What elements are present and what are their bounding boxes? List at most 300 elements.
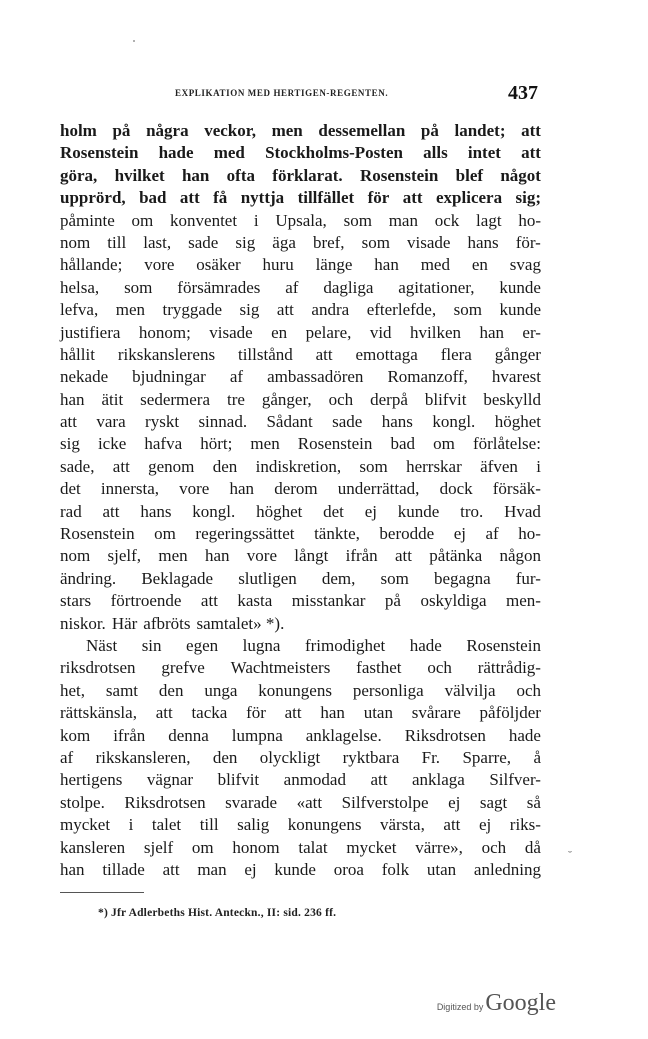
word: sjelf, xyxy=(107,546,142,566)
word: att xyxy=(394,546,412,566)
word: för- xyxy=(515,232,541,252)
word: hvilken xyxy=(410,322,461,342)
word: kom xyxy=(60,725,91,745)
word: lagt xyxy=(476,210,502,230)
word: Stockholms-Posten xyxy=(265,143,403,163)
word: den xyxy=(212,747,238,767)
word: att xyxy=(443,815,461,835)
word: olyckligt xyxy=(259,747,321,767)
word: personliga xyxy=(352,680,424,700)
word: af xyxy=(285,277,299,297)
word: höghet xyxy=(256,501,303,521)
text-line xyxy=(60,232,541,254)
word: lugna xyxy=(242,635,281,655)
word: för xyxy=(246,703,266,723)
text-line xyxy=(60,322,541,344)
word: Rosenstein xyxy=(297,434,373,454)
word: indiskretion, xyxy=(255,456,342,476)
word: och xyxy=(516,680,541,700)
word: Romanzoff, xyxy=(387,367,468,387)
word: hvarest xyxy=(491,367,541,387)
word: tacka xyxy=(191,703,228,723)
word: och xyxy=(481,837,507,857)
word: emottaga xyxy=(355,344,418,364)
word: honom xyxy=(232,837,280,857)
word: Rosenstein xyxy=(60,524,135,544)
word: stolpe. xyxy=(60,792,105,812)
text-line xyxy=(60,456,541,478)
word: vore xyxy=(246,546,277,566)
word: för xyxy=(367,188,390,208)
word: nyttja xyxy=(240,188,285,208)
word: efterlefde, xyxy=(366,300,437,320)
word: anklagelse. xyxy=(305,725,382,745)
text-line xyxy=(60,680,541,702)
word: svag xyxy=(509,255,541,275)
word: Silfver- xyxy=(489,770,541,790)
word: vid xyxy=(369,322,392,342)
word: anledning xyxy=(473,859,541,879)
word: folk xyxy=(381,859,410,879)
word: ryskt xyxy=(145,412,180,432)
word: att xyxy=(370,770,388,790)
word: bad xyxy=(139,188,167,208)
word: den xyxy=(212,456,238,476)
word: Näst xyxy=(86,635,118,655)
text-line xyxy=(60,837,541,859)
word: misstankar xyxy=(291,591,366,611)
text-line xyxy=(60,702,541,724)
word: att xyxy=(155,703,173,723)
word: försäk- xyxy=(492,479,541,499)
word: om xyxy=(191,837,214,857)
word: icke xyxy=(97,434,127,454)
text-line xyxy=(60,344,541,366)
word: af xyxy=(229,367,244,387)
word: ho- xyxy=(518,210,541,230)
text-line xyxy=(60,814,541,836)
word: dagliga xyxy=(323,277,374,297)
word: ifrån xyxy=(345,546,378,566)
word: sin xyxy=(141,635,162,655)
word: som xyxy=(380,568,409,588)
word: talet xyxy=(151,815,182,835)
word: begagna xyxy=(434,568,491,588)
word: salig xyxy=(237,815,270,835)
running-head: EXPLIKATION MED HERTIGEN-REGENTEN. xyxy=(175,88,389,98)
word: af xyxy=(60,747,74,767)
text-line xyxy=(60,568,541,590)
word: på xyxy=(420,121,439,140)
word: försämrades xyxy=(177,277,261,297)
text-line xyxy=(60,523,541,545)
word: men xyxy=(250,434,280,454)
word: dock xyxy=(439,479,473,499)
word: rättskänsla, xyxy=(60,703,137,723)
word: med xyxy=(420,255,450,275)
word: sedermera xyxy=(140,389,211,409)
word: rättrådig- xyxy=(477,658,541,678)
word: den xyxy=(158,680,184,700)
word: landet; xyxy=(454,121,506,140)
word: om xyxy=(433,434,455,454)
word: det xyxy=(60,479,81,499)
word: göra, xyxy=(60,165,98,185)
word: tänkte, xyxy=(314,524,360,544)
text-line xyxy=(60,299,541,321)
word: sagt xyxy=(479,792,508,812)
word: Rosenstein xyxy=(466,635,541,655)
word: pelare, xyxy=(305,322,352,342)
word: upprörd, xyxy=(60,188,126,208)
footnote-divider xyxy=(60,892,144,893)
text-line xyxy=(60,433,541,455)
word: och xyxy=(328,389,354,409)
word: ej xyxy=(364,501,377,521)
word: Upsala, xyxy=(275,210,327,230)
word: ryktbara xyxy=(342,747,400,767)
watermark-small: Digitized by xyxy=(436,1002,484,1012)
text-line xyxy=(60,411,541,433)
text-line xyxy=(60,187,541,209)
word: hade xyxy=(508,725,541,745)
page-number: 437 xyxy=(508,82,538,104)
word: men- xyxy=(506,591,541,611)
word: kunde xyxy=(499,277,541,297)
word: han xyxy=(320,703,345,723)
word: explicera xyxy=(436,188,503,208)
word: att xyxy=(521,143,541,163)
word: värsta, xyxy=(380,815,425,835)
word: osäker xyxy=(196,255,241,275)
word: Riksdrotsen xyxy=(124,792,206,812)
word: fur- xyxy=(515,568,541,588)
word: länge xyxy=(315,255,353,275)
word: talat xyxy=(298,837,328,857)
word: några xyxy=(146,121,189,140)
word: ifrån xyxy=(113,725,146,745)
word: i xyxy=(253,210,259,230)
word: andra xyxy=(311,300,350,320)
word: visade xyxy=(209,322,253,342)
word: anklaga xyxy=(411,770,465,790)
word: kasta xyxy=(237,591,273,611)
word: justifiera xyxy=(60,322,121,342)
word: huru xyxy=(262,255,294,275)
word: last, xyxy=(143,232,172,252)
word: om xyxy=(131,210,154,230)
word: frimodighet xyxy=(304,635,386,655)
word: sade, xyxy=(60,456,95,476)
word: oroa xyxy=(333,859,364,879)
word: anmodad xyxy=(283,770,346,790)
word: rikskanslerens xyxy=(117,344,216,364)
text-line xyxy=(60,254,541,276)
word: förtroende xyxy=(110,591,182,611)
word: underrättad, xyxy=(337,479,420,499)
word: visade xyxy=(407,232,451,252)
word: en xyxy=(271,322,288,342)
word: sig xyxy=(239,300,260,320)
word: äga xyxy=(272,232,296,252)
word: bref, xyxy=(312,232,345,252)
word: regeringssättet xyxy=(195,524,295,544)
word: ock xyxy=(434,210,460,230)
word: sig xyxy=(235,232,256,252)
word: derom xyxy=(274,479,318,499)
word: att xyxy=(284,703,302,723)
word: Sådant xyxy=(266,412,313,432)
word: grefve xyxy=(161,658,205,678)
word: af xyxy=(485,524,499,544)
word: hållande; xyxy=(60,255,123,275)
word: sig; xyxy=(515,188,541,208)
word: Sparre, xyxy=(462,747,512,767)
word: hans xyxy=(467,232,499,252)
word: svårare xyxy=(411,703,461,723)
word: konventet xyxy=(170,210,238,230)
word: ej xyxy=(478,815,492,835)
word: att xyxy=(102,501,120,521)
text-line xyxy=(60,142,541,164)
word: tro. xyxy=(460,501,484,521)
word: bad xyxy=(390,434,416,454)
word: å xyxy=(533,747,541,767)
word: dem, xyxy=(321,568,356,588)
word: han xyxy=(479,322,504,342)
page-header xyxy=(60,82,540,106)
word: Wachtmeisters xyxy=(230,658,331,678)
word: som xyxy=(453,300,482,320)
text-line xyxy=(60,769,541,791)
text-line xyxy=(60,366,541,388)
word: hvilket xyxy=(114,165,165,185)
word: tillstånd xyxy=(237,344,293,364)
word: unga xyxy=(204,680,238,700)
text-line xyxy=(60,478,541,500)
word: som xyxy=(359,456,388,476)
word: mycket xyxy=(346,837,397,857)
text-line xyxy=(60,210,541,232)
word: innersta, xyxy=(100,479,159,499)
word: tryggade xyxy=(162,300,223,320)
word: Silfverstolpe xyxy=(341,792,429,812)
word: Rosenstein xyxy=(60,143,139,163)
word: Rosenstein xyxy=(359,165,439,185)
word: hört; xyxy=(200,434,233,454)
word: kunde xyxy=(274,859,316,879)
word: rikskansleren, xyxy=(95,747,191,767)
word: svarade xyxy=(225,792,278,812)
word: att xyxy=(521,121,541,140)
word: gånger xyxy=(494,344,541,364)
word: ho- xyxy=(518,524,541,544)
text-line xyxy=(60,859,541,881)
speck xyxy=(133,40,135,42)
word: men xyxy=(115,300,146,320)
word: han xyxy=(204,546,230,566)
word: och xyxy=(427,658,452,678)
word: till xyxy=(199,815,219,835)
word: sig xyxy=(60,434,80,454)
word: intet xyxy=(467,143,501,163)
word: hertigens xyxy=(60,770,123,790)
word: alls xyxy=(423,143,448,163)
word: han xyxy=(60,389,85,409)
word: något xyxy=(500,165,541,185)
word: men xyxy=(158,546,188,566)
word: «att xyxy=(296,792,323,812)
word: er- xyxy=(522,322,541,342)
word: nom xyxy=(60,546,91,566)
word: att xyxy=(112,456,130,476)
word: han xyxy=(374,255,399,275)
word: rad xyxy=(60,501,82,521)
word: till xyxy=(107,232,127,252)
word: ätit xyxy=(101,389,124,409)
word: vore xyxy=(179,479,210,499)
word: påföljder xyxy=(479,703,541,723)
word: ambassadören xyxy=(267,367,364,387)
word: ej xyxy=(244,859,257,879)
word: det xyxy=(323,501,344,521)
word: samt xyxy=(105,680,139,700)
word: att xyxy=(402,188,423,208)
word: att xyxy=(276,300,294,320)
word: förlåtelse: xyxy=(472,434,541,454)
word: het, xyxy=(60,680,86,700)
word: sinnad. xyxy=(198,412,248,432)
word: en xyxy=(471,255,488,275)
word: välvilja xyxy=(444,680,496,700)
word: fasthet xyxy=(356,658,402,678)
word: agitationer, xyxy=(398,277,475,297)
word: Här xyxy=(111,613,138,633)
word: långt xyxy=(294,546,329,566)
google-logo: Google xyxy=(485,990,556,1016)
word: samtalet» *). xyxy=(196,613,285,633)
word: denna xyxy=(168,725,209,745)
word: utan xyxy=(426,859,457,879)
text-line xyxy=(60,657,541,679)
word: oskyldiga xyxy=(420,591,487,611)
word: nom xyxy=(60,232,91,252)
text-line xyxy=(60,277,541,299)
word: att xyxy=(315,344,333,364)
word: blef xyxy=(455,165,484,185)
word: att xyxy=(200,591,218,611)
word: att xyxy=(179,188,200,208)
body-text xyxy=(60,120,541,881)
digitized-watermark xyxy=(437,990,556,1017)
word: hans xyxy=(140,501,172,521)
word: så xyxy=(526,792,541,812)
word: riksdrotsen xyxy=(60,658,136,678)
word: påtänka xyxy=(429,546,483,566)
word: då xyxy=(524,837,541,857)
text-line xyxy=(60,792,541,814)
word: konungens xyxy=(287,815,362,835)
text-line xyxy=(60,725,541,747)
word: Fr. xyxy=(421,747,441,767)
text-line xyxy=(60,389,541,411)
word: blifvit xyxy=(424,389,467,409)
word: i xyxy=(536,456,541,476)
word: flera xyxy=(440,344,472,364)
word: han xyxy=(181,165,210,185)
word: sade xyxy=(188,232,219,252)
word: hafva xyxy=(144,434,183,454)
word: egen xyxy=(186,635,219,655)
word: Hvad xyxy=(504,501,541,521)
word: lefva, xyxy=(60,300,99,320)
text-line xyxy=(60,120,541,142)
text-line xyxy=(60,635,541,657)
word: ändring. xyxy=(60,568,117,588)
word: kansleren xyxy=(60,837,126,857)
word: hans xyxy=(381,412,413,432)
word: veckor, xyxy=(204,121,256,140)
word: vara xyxy=(96,412,126,432)
word: herrskar xyxy=(406,456,462,476)
word: påminte xyxy=(60,210,115,230)
word: sjelf xyxy=(143,837,174,857)
word: bjudningar xyxy=(132,367,206,387)
word: man xyxy=(388,210,418,230)
footnote: *) Jfr Adlerbeths Hist. Anteckn., II: sid. 236 ff. xyxy=(98,907,337,919)
word: förklarat. xyxy=(272,165,343,185)
word: men xyxy=(271,121,303,140)
word: Riksdrotsen xyxy=(404,725,486,745)
word: riks- xyxy=(509,815,541,835)
word: konungens xyxy=(258,680,332,700)
word: han xyxy=(60,859,85,879)
word: honom; xyxy=(138,322,191,342)
word: ej xyxy=(453,524,466,544)
word: afbröts xyxy=(143,613,191,633)
text-line xyxy=(60,165,541,187)
word: mycket xyxy=(60,815,111,835)
text-line xyxy=(60,545,541,567)
word: Beklagade xyxy=(141,568,214,588)
word: hade xyxy=(409,635,442,655)
word: stars xyxy=(60,591,92,611)
word: om xyxy=(154,524,176,544)
word: han xyxy=(229,479,255,499)
word: som xyxy=(343,210,372,230)
word: tillade xyxy=(102,859,145,879)
word: blifvit xyxy=(217,770,260,790)
word: helsa, xyxy=(60,277,100,297)
word: med xyxy=(213,143,245,163)
word: lumpna xyxy=(231,725,283,745)
word: slutligen xyxy=(238,568,297,588)
word: utan xyxy=(363,703,393,723)
word: hållit xyxy=(60,344,95,364)
word: tillfället xyxy=(297,188,355,208)
word: som xyxy=(124,277,153,297)
word: kunde xyxy=(499,300,541,320)
word: dessemellan xyxy=(318,121,406,140)
word: kunde xyxy=(397,501,440,521)
word: äfven xyxy=(480,456,518,476)
word: nekade xyxy=(60,367,109,387)
word: på xyxy=(384,591,401,611)
text-line xyxy=(60,501,541,523)
word: vore xyxy=(144,255,175,275)
word: niskor. xyxy=(60,613,106,633)
margin-mark: ˘ xyxy=(568,848,572,862)
